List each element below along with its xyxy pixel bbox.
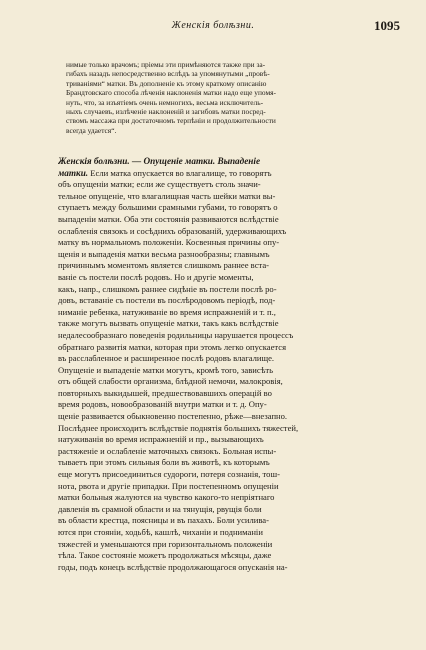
section-opushchenie-matki	[58, 156, 378, 573]
body-line: еще могутъ присоединиться судороги, потеря сознанія, тош-	[58, 469, 280, 480]
body-line: ются при стояніи, ходьбѣ, кашлѣ, чиханіи и подниманіи	[58, 527, 263, 537]
body-line: Опущеніе и выпаденіе матки могутъ, кромѣ того, зависѣть	[58, 364, 274, 375]
body-line: отъ общей слабости организма, блѣдной немочи, малокровія,	[58, 376, 283, 387]
body-line: натуживанія во время испражненій и пр., вызывающихъ	[58, 434, 264, 445]
body-line: объ опущеніи матки; если же существуетъ столь значи-	[58, 179, 261, 190]
page-header	[0, 20, 426, 36]
intro-line: гибахъ назадъ непосредственно вслѣдъ за упомянутыми „провѣ-	[66, 69, 270, 79]
body-line: матки больныя жалуются на чувство какого-то непріятнаго	[58, 492, 275, 503]
body-line: ниманіе ребенка, натуживаніе во время испражненій и т. п.,	[58, 306, 276, 317]
body-line: также могутъ вызвать опущеніе матки, такъ какъ вслѣдствіе	[58, 318, 279, 329]
intro-line: Брандтовскаго способа лѣченія наклоненія матки надо еще упомя-	[66, 88, 276, 98]
intro-line: ныхъ случаевъ, излѣченіе наклоненій и загибовъ матки посред-	[66, 107, 266, 117]
body-line: растяженіе и ослабленіе маточныхъ связокъ. Больная испы-	[58, 445, 277, 456]
intro-line: нуть, что, за изъятіемъ очень немногихъ, весьма исключитель-	[66, 97, 264, 107]
running-title: Женскія болѣзни.	[171, 20, 255, 31]
body-line: тѣла. Такое состояніе можетъ продолжаться мѣсяцы, даже	[58, 550, 272, 561]
intro-paragraph	[66, 60, 370, 135]
body-line: въ расслабленное и расширенное послѣ родовъ влагалище.	[58, 353, 275, 364]
page-number: 1095	[374, 18, 400, 33]
body-line: ослабленія связокъ и сосѣднихъ образованій, удерживающихъ	[58, 225, 287, 236]
body-line: нота, рвота и другіе припадки. При постепенномъ опущеніи	[58, 480, 279, 491]
body-line: годы, подъ конецъ вслѣдствіе продолжающагося опусканія на-	[58, 561, 288, 572]
section-first-line	[58, 156, 378, 168]
body-line: повторныхъ выкидышей, предшествовавшихъ операцій во	[58, 387, 272, 398]
body-line: матку въ нормальномъ положеніи. Косвенныя причины опу-	[58, 237, 280, 248]
body-line: ваніе съ постели послѣ родовъ. Но и другіе моменты,	[58, 271, 254, 282]
body-line: тельное опущеніе, что влагалищная часть шейки матки вы-	[58, 190, 276, 201]
body-line: ступаетъ между большими срамными губами, то говорятъ о	[58, 202, 278, 213]
section-second-line	[58, 168, 378, 180]
body-line: Послѣднее происходитъ вслѣдствіе поднятія большихъ тяжестей,	[58, 422, 299, 433]
body-line: въ области крестца, поясницы и въ пахахъ. Боли усилива-	[58, 515, 269, 526]
body-line: причиннымъ моментомъ является слишкомъ раннее вста-	[58, 260, 270, 271]
intro-line: триваніями“ матки. Въ дополненіе къ этому краткому описанію	[66, 78, 267, 88]
body-line: щенія и выпаденія матки весьма разнообразны; главнымъ	[58, 248, 270, 259]
body-line: довъ, вставаніе съ постели въ послѣродовомъ періодѣ, под-	[58, 295, 276, 306]
intro-line: всегда удается“.	[66, 125, 117, 135]
body-line: время родовъ, новообразованій внутри матки и т. д. Опу-	[58, 399, 267, 410]
intro-line: нимые только врачомъ; пріемы эти примѣняются также при за-	[66, 60, 266, 69]
body-line: какъ, напр., слишкомъ раннее сидѣніе въ постели послѣ ро-	[58, 283, 277, 294]
section-heading-continued: матки.	[58, 167, 89, 178]
body-line: тываетъ при этомъ сильныя боли въ животѣ, къ которымъ	[58, 457, 270, 468]
body-line: обратнаго развитія матки, которая при этомъ легко опускается	[58, 341, 287, 352]
intro-line: ствомъ массажа при достаточномъ терпѣніи и продолжительности	[66, 116, 276, 126]
body-text-start: Если матка опускается во влагалище, то говорятъ	[90, 167, 272, 178]
section-heading: Женскія болѣзни. — Опущеніе матки. Выпаденіе	[58, 156, 261, 166]
body-line: тяжестей и уменьшаются при горизонтальномъ положеніи	[58, 538, 273, 549]
body-line: давленія въ срамной области и на тянущія, рвущія боли	[58, 503, 262, 514]
body-line: выпаденіи матки. Оба эти состоянія развиваются вслѣдствіе	[58, 213, 279, 224]
body-line: недалесообразнаго поведенія родильницы нарушается процессъ	[58, 329, 294, 340]
body-line: щеніе развивается обыкновенно постепенно, рѣже—внезапно.	[58, 411, 288, 422]
